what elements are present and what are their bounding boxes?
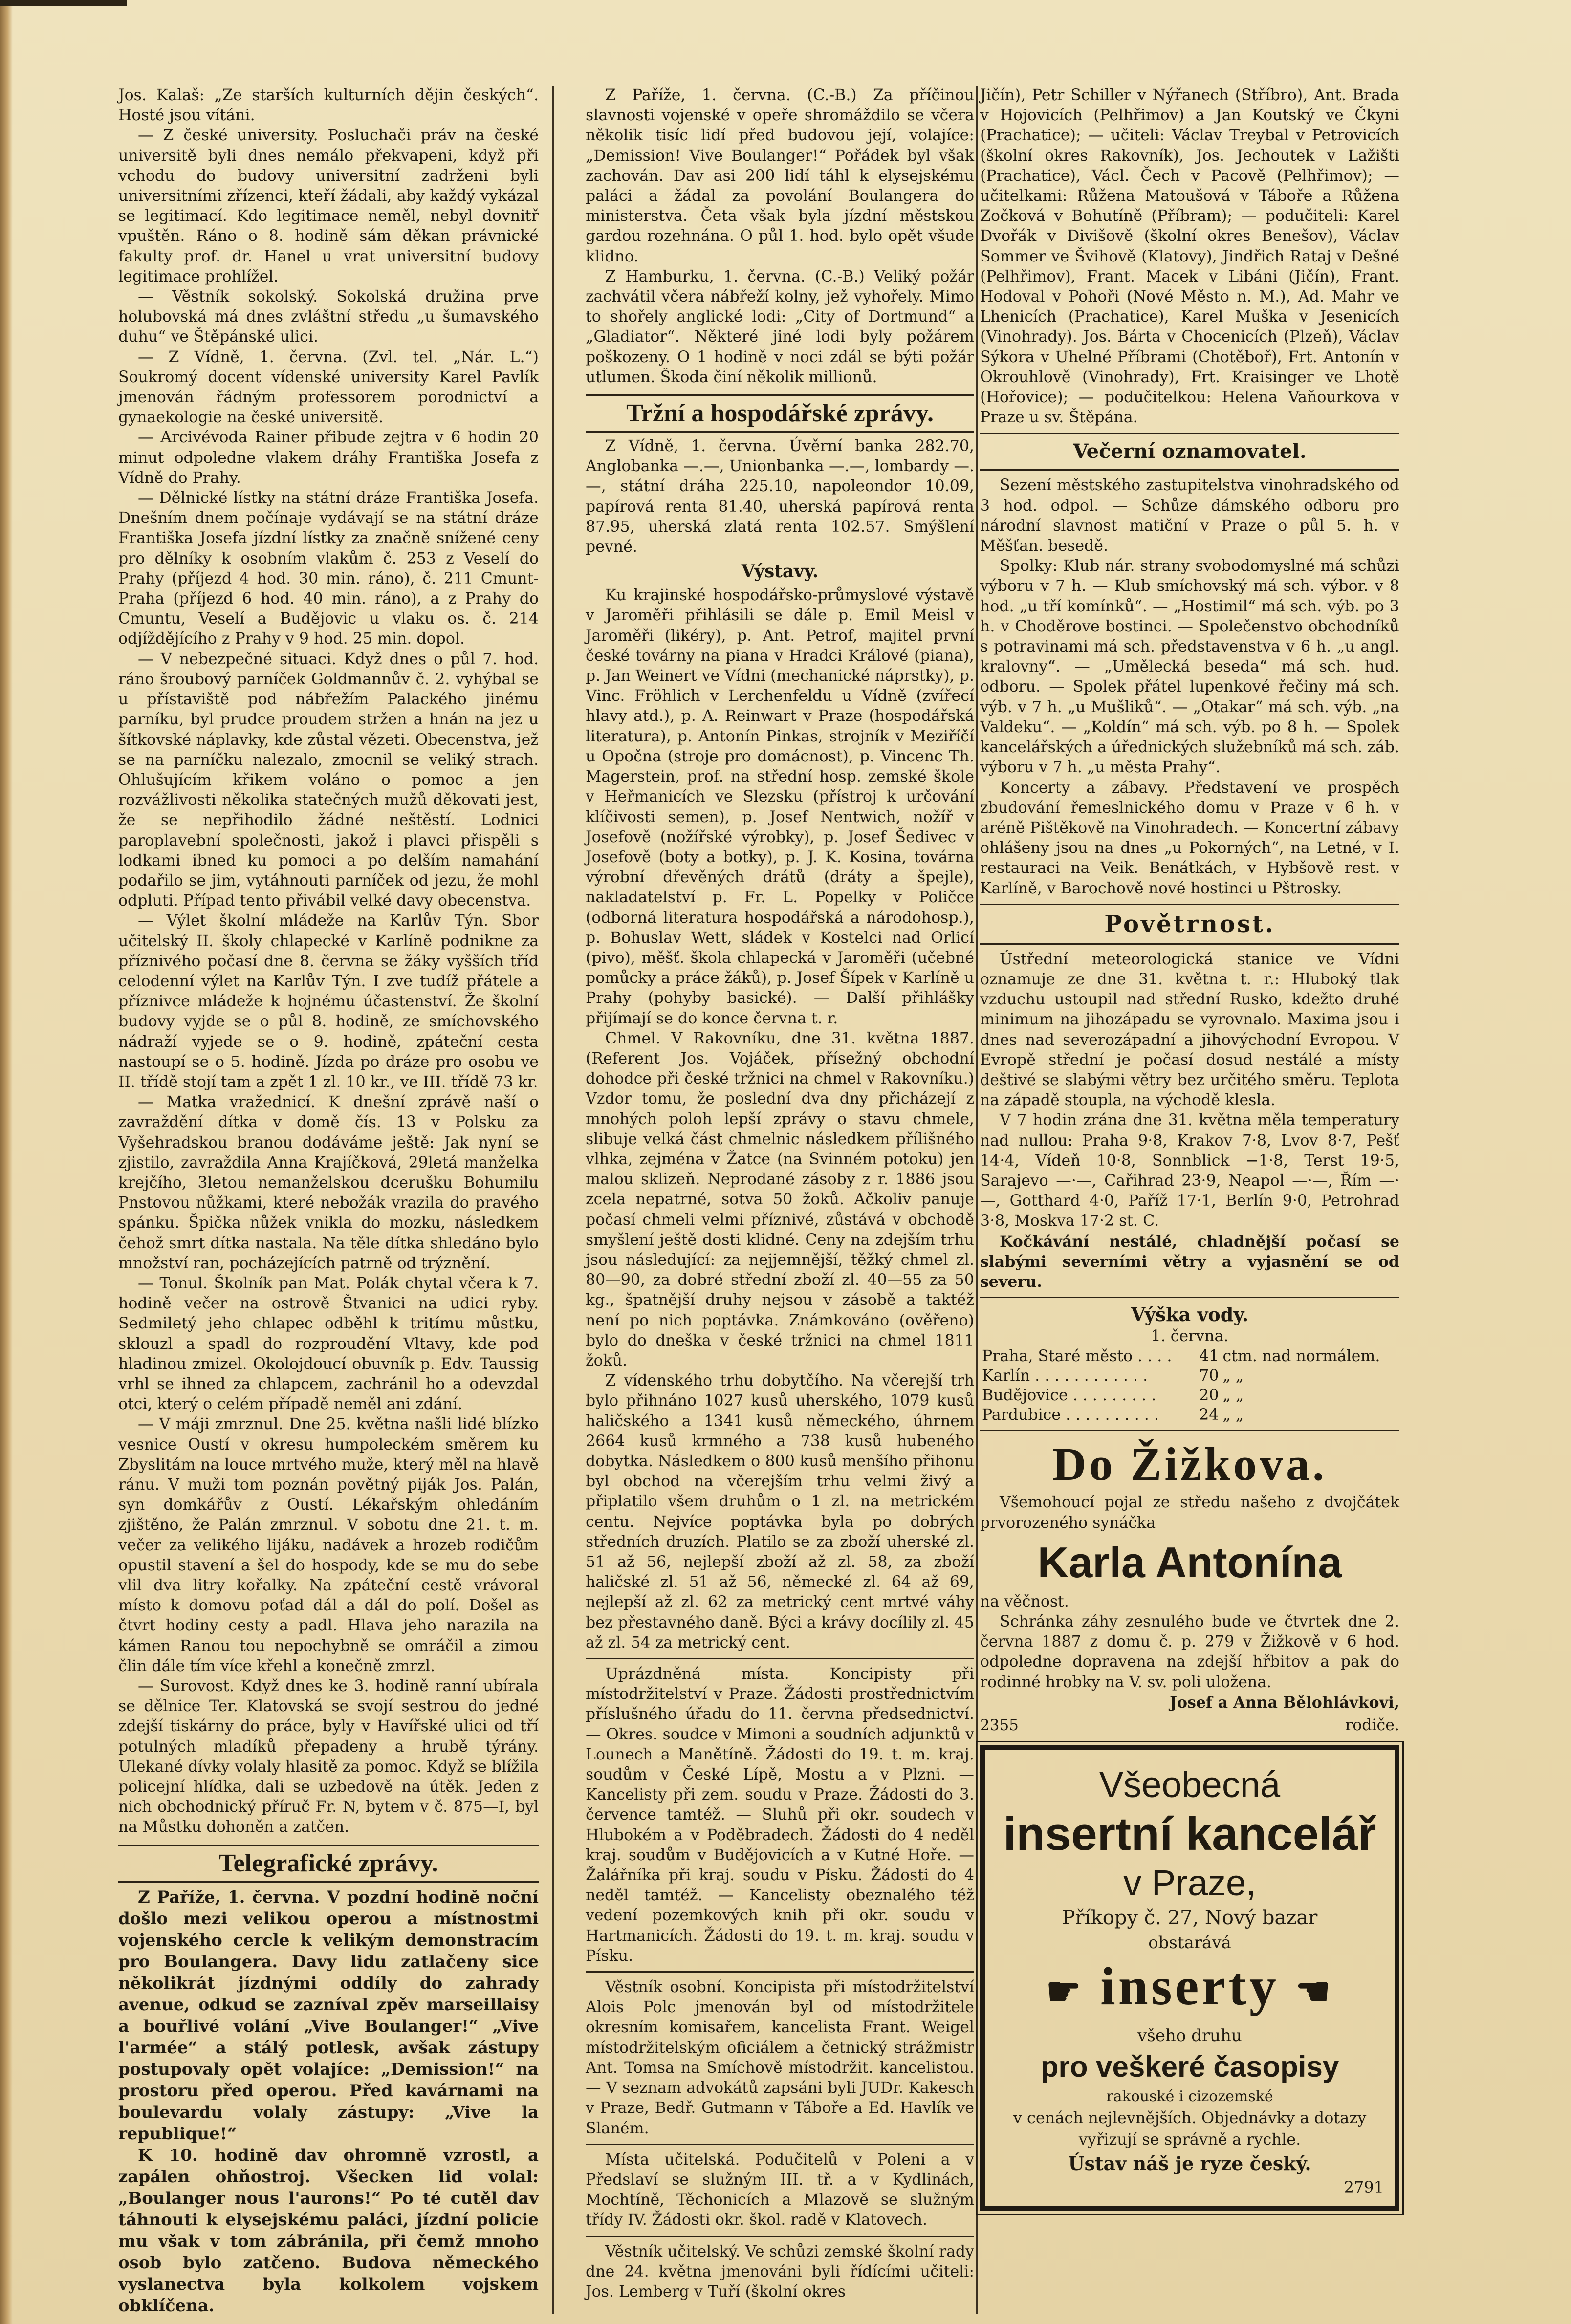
article-text: K 10. hodině dav ohromně vzrostl, a zapálen ohňostroj. Všecken lid volal: „Boulanger nous l'aurons!“ Po té cutěl dav táhnouti k elysejskému paláci, jízdní policie mu však v tom zábránila, při čemž mnoho osob bylo zatčeno. Budova německého vyslanectva byla kolkolem vojskem obklíčena. [118, 2145, 539, 2316]
table-cell: ctm. nad normálem. [1222, 1347, 1380, 1366]
article-text: — Z české university. Posluchači práv na české universitě byli dnes nemálo překvapeni, když při vchodu do budovy universitní zadrženi byli universitními zřízenci, kteří žádali, aby každý vykázal se legitimací. Kdo legitimace neměl, nebyl dovnitř vpuštěn. Ráno o 8. hodině sám děkan právnické fakulty prof. dr. Hanel u vrat universitní budovy legitimace prohlížel. [118, 127, 539, 285]
table-row [980, 1386, 1399, 1405]
article-text: Z Paříže, 1. června. V pozdní hodině noční došlo mezi velikou operou a místnostmi vojenského cercle k velikým demonstracím pro Boulangera. Davy lidu zatlačeny sice několikrát jízdnými oddíly do zahrady avenue, odkud se zazníval zpěv marseillaisy a bouřlivé volání „Vive Boulanger!“ „Vive l'armée“ a stálý potlesk, avšak zástupy postupovaly opět volajíce: „Demission!“ na prostoru před operou. Před kavárnami na boulevardu volaly zástupy: „Vive la republique!“ [118, 1887, 539, 2144]
article-text: Jičín), Petr Schiller v Nýřanech (Stříbro), Ant. Brada v Hojovicích (Pelhřimov) a Jan Koutský ve Čkyni (Prachatice); — učiteli: Václav Treybal v Petrovicích (školní okres Rakovník), Jos. Jechoutek v Lažišti (Prachatice), Václ. Čech v Pacově (Pelhřimov); — učitelkami: Růžena Matoušová v Táboře a Růžena Zočková v Bohutíně (Příbram); — podučiteli: Karel Dvořák v Divišově (školní okres Benešov), Václav Sommer ve Švihově (Klatovy), Jindřich Rataj v Dešné (Pelhřimov), Frant. Macek v Libáni (Jičín), Frant. Hodoval v Pohoři (Nové Město n. M.), Ad. Mahr ve Lhenicích (Prachatice), Karel Muška v Jesenicích (Vinohrady). Jos. Bárta v Chocenicích (Plzeň), Václav Sýkora v Uhelné Příbrami (Chotěboř), Frt. Antonín v Okrouhlově (Vinohrady), Frt. Kraisinger ve Lhotě (Hořovice); — podučitelkou: Helena Vaňourkova v Praze u sv. Štěpána. [980, 87, 1399, 427]
ad-number: 2355 [980, 1716, 1019, 1734]
ad-number: 2791 [1344, 2177, 1384, 2196]
ad-line: obstarává [1148, 1933, 1231, 1953]
divider [980, 1297, 1399, 1298]
column-rule [552, 86, 554, 2314]
section-title-evening: Večerní oznamovatel. [1073, 440, 1307, 463]
table-cell: Pardubice . . . . . . . . . . [982, 1406, 1159, 1424]
table-cell: 24 [1199, 1406, 1219, 1424]
obituary-title: Do Žižkova. [1052, 1438, 1328, 1491]
article-text: — Věstník sokolský. Sokolská družina prve holubovská má dnes zvláštní středu „u šumavského duhu“ ve Štěpánské ulici. [118, 288, 539, 346]
table-cell: 41 [1199, 1347, 1219, 1366]
table-row [980, 1366, 1399, 1386]
table-cell: 70 [1199, 1367, 1219, 1385]
divider [980, 433, 1399, 434]
obituary-signature: Josef a Anna Bělohlávkovi, [1170, 1693, 1399, 1712]
ad-line: všeho druhu [1137, 2025, 1242, 2045]
divider [586, 2144, 974, 2145]
table-cell: „ „ [1222, 1387, 1244, 1405]
article-text: — Arcivévoda Rainer přibude zejtra v 6 hodin 20 minut odpoledne vlakem dráhy Františka Josefa z Vídně do Prahy. [118, 429, 539, 487]
article-text: Z vídenského trhu dobytčího. Na včerejší trh bylo přihnáno 1027 kusů uherského, 1079 kusů haličského a 1341 kusů německého, úhrnem 2664 kusů krmného a 738 kusů hubeného dobytka. Následkem o 800 kusů menšího přihonu byl obchod na včerejším trhu velmi živý a připlatilo všem druhům o 1 zl. na metrickém centu. Nejvíce poptávka byla po dobrých středních druzích. Platilo se za zboží uherské zl. 51 až 56, nejlepší zboží až zl. 58, za zboží haličské zl. 51 až 56, německé zl. 64 až 69, nejlepší až zl. 62 za metrický cent mrtvé váhy bez přestavného daně. Býci a krávy docílily zl. 45 až zl. 54 za metrický cent. [586, 1372, 974, 1651]
column-rule [976, 86, 978, 2314]
article-text: Chmel. V Rakovníku, dne 31. května 1887. (Referent Jos. Vojáček, přísežný obchodní dohodce při české tržnici na chmel v Rakovníku.) Vzdor tomu, že poslední dva dny přicházejí z mnohých poloh lepší zprávy o stavu chmele, slibuje velká část chmelnic následkem přílišného vlhka, zejména v Žatce (na Svinném potoku) jen malou sklizeň. Neprodané zásoby z r. 1886 jsou zcela nepatrné, sotva 50 žoků. Ačkoliv panuje počasí chmeli velmi příznivé, zůstává v obchodě smyšlení ještě dosti klidné. Ceny na zdejším trhu jsou následující: za nejjemnější, těžký chmel zl. 80—90, za dobré střední zboží zl. 40—55 za 50 kg., špatnější druhy nejsou v zásobě a taktéž není po nich poptávka. Známkováno (ověřeno) bylo do dneška v české tržnici na chmel 1811 žoků. [586, 1029, 974, 1369]
article-text: — Tonul. Školník pan Mat. Polák chytal včera k 7. hodině večer na ostrově Štvanici na udici ryby. Sedmiletý jeho chlapec odběhl k tritímu můstku, sklouzl a spadl do rozproudění Vltavy, kde pod hladinou zmizel. Okolojdoucí obuvník p. Edv. Taussig vrhl se ihned za chlapcem, zachránil ho a odevzdal otci, který o celém případě neměl ani zdání. [118, 1274, 539, 1413]
divider [980, 904, 1399, 905]
column-2 [586, 86, 974, 2301]
water-level-date: 1. června. [1151, 1327, 1229, 1346]
table-row [980, 1347, 1399, 1366]
top-mark [0, 0, 127, 6]
ad-line: Ústav náš je ryze český. [1068, 2152, 1311, 2174]
ad-line: insertní kancelář [1003, 1808, 1376, 1861]
article-text: V 7 hodin zrána dne 31. května měla temperatury nad nullou: Praha 9·8, Krakov 7·8, Lvov 8·7, Pešť 14·4, Vídeň 10·8, Sonnblick −1·8, Terst 19·5, Sarajevo —·—, Cařihrad 23·9, Neapol —·—, Řím —·—, Gotthard 4·0, Paříž 17·1, Berlín 9·0, Petrohrad 3·8, Moskva 17·2 st. C. [980, 1111, 1399, 1230]
divider [980, 943, 1399, 945]
ad-inserty-word: inserty [1100, 1956, 1279, 2017]
obituary-text: na věčnost. [980, 1592, 1069, 1610]
article-text: — Matka vražednicí. K dnešní zprávě naší o zavraždění dítka v domě čís. 13 v Polsku za Vyšehradskou branou dodáváme ještě: Jak nyní se zjistilo, zavraždila Anna Krajíčková, 29letá manželka krejčího, 3letou nemanželskou dcerušku Bohumilu Pnstovou nůžkami, které nebožák vrazila do pravého spánku. Špička nůžek vnikla do mozku, následkem čehož smrt dítka nastala. Na těle dítka shledáno bylo množství ran, pocházejících patrně od trýznění. [118, 1093, 539, 1272]
obituary-footer [980, 1716, 1399, 1736]
article-text: — V nebezpečné situaci. Když dnes o půl 7. hod. ráno šroubový parníček Goldmannův č. 2. vyhýbal se u přístaviště pod nábřežím Palackého jinému parníku, byl prudce proudem stržen a hnán na jez u šítkovské náplavky, kde zůstal vězeti. Obecenstva, jež se na parníčku nalezalo, zmocnil se veliký strach. Ohlušujícím křikem voláno o pomoc a jen rozvážlivosti několika statečných mužů děkovati jest, že se nepřihodilo žádné neštěstí. Lodnici paroplavební společnosti, jakož i plavci přispěli s lodkami ibned ku pomoci a po delším namahání podařilo se jim, vytáhnouti parníček od jezu, že mohl odpluti. Případ tento přivábil velké davy obecenstva. [118, 650, 539, 910]
ad-line: Příkopy č. 27, Nový bazar [1062, 1907, 1318, 1930]
article-text: Z Vídně, 1. června. Úvěrní banka 282.70, Anglobanka —.—, Unionbanka —.—, lombardy —.—, státní dráha 225.10, napoleondor 10.09, papírová renta 81.40, uherská papírová renta 87.95, uherská zlatá renta 102.57. Smýšlení pevné. [586, 437, 974, 556]
table-cell: Karlín . . . . . . . . . . . . [982, 1367, 1148, 1385]
obituary-text: Všemohoucí pojal ze středu našeho z dvojčátek prvorozeného synáčka [980, 1494, 1399, 1532]
ad-line: rakouské i cizozemské [1106, 2087, 1273, 2105]
article-text: Z Hamburku, 1. června. (C.-B.) Veliký požár zachvátil včera nábřeží kolny, jež vyhořely. Mimo to shořely anglické lodi: „City of Dortmund“ a „Gladiator“. Některé jiné lodi byly požárem poškozeny. O 1 hodině v noci zdál se býti požár utlumen. Škoda činí několik millionů. [586, 267, 974, 386]
article-text: Ústřední meteorologická stanice ve Vídni oznamuje ze dne 31. května t. r.: Hluboký tlak vzduchu ustoupil nad střední Rusko, kdežto druhé minimum na jihozápadu se vyrovnalo. Maxima jsou i dnes nad severozápadní a jihovýchodní Evropou. V Evropě střední je počasí dosud nestálé a místy deštivé se slabými větry bez určitého směru. Teplota na západě stoupla, na východě klesla. [980, 950, 1399, 1109]
pointing-hand-left-icon: ☚ [1295, 1970, 1334, 2014]
section-title-weather: Povětrnost. [1104, 910, 1275, 938]
article-text: — Dělnické lístky na státní dráze Františka Josefa. Dnešním dnem počínaje vydávají se na státní dráze Františka Josefa jízdní lístky za značně snížené ceny pro dělníky k osobním vlakům č. 253 z Veselí do Prahy (příjezd 4 hod. 30 min. ráno), č. 211 Cmunt-Praha (příjezd 6 hod. 40 min. ráno), a z Prahy do Cmuntu, Veselí a Budějovic u vlaku os. č. 214 odjíždějícího z Prahy v 9 hod. 25 min. dopol. [118, 489, 539, 648]
table-cell: „ „ [1222, 1367, 1244, 1385]
article-text: Věstník učitelský. Ve schůzi zemské školní rady dne 24. května jmenováni byli řídícími učiteli: Jos. Lemberg v Tuří (školní okres [586, 2242, 974, 2301]
article-text: Uprázdněná místa. Koncipisty při místodržitelství v Praze. Žádosti prostřednictvím příslušného úřadu do 11. června předsednictví. — Okres. soudce v Mimoni a soudních adjunktů v Lounech a Manětíně. Žádosti do 19. t. m. kraj. soudům v České Lípě, Mostu a v Plzni. — Kancelisty při zem. soudu v Praze. Žádosti do 3. července tamtéž. — Sluhů při okr. soudech v Hlubokém a v Poděbradech. Žádosti do 4 neděl kraj. soudům v Budějovicích a v Kutné Hoře. — Žalářníka při kraj. soudu v Písku. Žádosti do 4 neděl tamtéž. — Kancelisty obeznalého též vedení pozemkových knih při okr. soudu v Hartmanicích. Žádosti do 19. t. m. kraj. soudu v Písku. [586, 1665, 974, 1965]
table-row [980, 1405, 1399, 1425]
article-text: Sezení městského zastupitelstva vinohradského od 3 hod. odpol. — Schůze dámského odboru pro národní slavnost matiční v Praze o půl 5. h. v Měšťan. besedě. [980, 477, 1399, 555]
divider [586, 1658, 974, 1659]
column-1 [118, 86, 539, 2316]
divider [980, 1430, 1399, 1431]
ad-line: v cenách nejlevnějších. Objednávky a dotazy vyřizují se správně a rychle. [1013, 2108, 1367, 2149]
water-level-table [980, 1347, 1399, 1425]
ad-line: v Praze, [1123, 1863, 1256, 1904]
article-text: Kočkávání nestálé, chladnější počasí se slabými severními větry a vyjasnění se od severu. [980, 1232, 1399, 1291]
article-text: — Z Vídně, 1. června. (Zvl. tel. „Nár. L.“) Soukromý docent vídenské university Karel Pavlík jmenován řádným professorem porodnictví a gynaekologie na české universitě. [118, 348, 539, 427]
table-cell: Budějovice . . . . . . . . . [982, 1387, 1156, 1405]
table-cell: 20 [1199, 1387, 1219, 1405]
article-text: Jos. Kalaš: „Ze starších kulturních dějin českých“. Hosté jsou vítáni. [118, 87, 539, 125]
article-text: Z Paříže, 1. června. (C.-B.) Za příčinou slavnosti vojenské v opeře shromáždilo se včera několik tisíc lidí před budovou její, volajíce: „Demission! Vive Boulanger!“ Pořádek byl však zachován. Dav asi 200 lidí táhl k elysejskému paláci a žádal za povolání Boulangera do ministerstva. Četa však byla jízdní městskou gardou rozehnána. O půl 1. hod. bylo opět všude klidno. [586, 87, 974, 265]
divider [586, 1971, 974, 1973]
ad-inserty-banner [996, 1955, 1384, 2024]
water-level-title: Výška vody. [1131, 1303, 1249, 1326]
column-3 [980, 86, 1399, 2295]
table-cell: „ „ [1222, 1406, 1244, 1424]
article-text: Ku krajinské hospodářsko-průmyslové výstavě v Jaroměři přihlásili se dále p. Emil Meisl v Jaroměři (likéry), p. Ant. Petrof, majitel první české továrny na piana v Hradci Králové (piana), p. Jan Weinert ve Vídni (mechanické náprstky), p. Vinc. Fröhlich v Lerchenfeldu u Vídně (zvířecí hlavy atd.), p. A. Reinwart v Praze (hospodářská literatura), p. Antonín Pinkas, strojník v Meziříčí u Opočna (stroje pro domácnost), p. Vincenc Th. Magerstein, prof. na střední hosp. zemské škole v Heřmanicích ve Slezsku (přístroj k určování klíčivosti semen), p. Josef Nentwich, nožíř v Josefově (nožířské výrobky), p. Josef Šedivec v Josefově (boty a botky), p. J. K. Kosina, továrna výrobní dřevěných drátů (dráty a špejle), nakladatelství p. Fr. L. Popelky v Poličce (odborná literatura hospodářská a národohosp.), p. Bohuslav Wett, sládek v Kostelci nad Orlicí (pivo), měšť. škola chlapecká v Jaroměři (učebné pomůcky a práce žáků), p. Josef Šípek v Karlíně u Prahy (pohyby basické). — Další přihlášky přijímají se do konce června t. r. [586, 586, 974, 1027]
table-cell: Praha, Staré město . . . . [982, 1347, 1172, 1366]
divider [980, 469, 1399, 471]
ad-line: Všeobecná [1099, 1764, 1281, 1805]
obituary-name: Karla Antonína [1037, 1538, 1342, 1586]
section-title-exhibitions: Výstavy. [741, 561, 819, 582]
article-text: Spolky: Klub nár. strany svobodomyslné má schůzi výboru v 7 h. — Klub smíchovský má sch. výbor. v 8 hod. „u tří komínků“. — „Hostimil“ má sch. výb. po 3 h. v Choděrove bostinci. — Společenstvo obchodníků s potravinami má sch. představenstva v 6 h. „u angl. kralovny“. — „Umělecká beseda“ má sch. hud. odboru. — Spolek přátel lupenkové řečiny má sch. výb. v 7 h. „u Mušliků“. — „Otakar“ má sch. výb. „na Valdeku“. — „Koldín“ má sch. výb. po 8 h. — Spolek kancelářských a úřednických služebníků má sch. záb. výboru v 7 h. „u města Prahy“. [980, 557, 1399, 777]
pointing-hand-icon: ☛ [1046, 1970, 1084, 2014]
insertion-office-ad [980, 1745, 1399, 2211]
divider [586, 2236, 974, 2237]
article-text: Místa učitelská. Podučitelů v Poleni a v Předslaví se služným III. tř. a v Kydlinách, Mochtíně, Těchonicích a Mlazově se služným třídy IV. Žádosti okr. škol. radě v Klatovech. [586, 2150, 974, 2229]
section-title-telegraph: Telegrafické zprávy. [118, 1845, 539, 1883]
article-text: — V máji zmrznul. Dne 25. května našli lidé blízko vesnice Oustí v okresu humpoleckém směrem ku Zbyslitám na louce mrtvého muže, který měl na hlavě ránu. V muži tom poznán povětný piják Jos. Palán, syn domkářův z Oustí. Lékařským ohledáním zjištěno, že Palán zmrznul. V sobotu dne 21. t. m. večer za velikého lijáku, nadávek a hrozeb rodičům opustil stavení a šel do hospody, kde se mu do sebe vlil dva litry kořalky. Na zpáteční cestě vrávoral místo k domovu poťad dál a dál do polí. Došel as čtvrt hodiny cesty a padl. Hlava jeho narazila na kámen Ranou tou nepochybně se omráčil a zimou člin dále tím více křehl a konečně zmrzl. [118, 1415, 539, 1675]
article-text: — Surovost. Když dnes ke 3. hodině ranní ubírala se dělnice Ter. Klatovská se svojí sestrou do jedné zdejší tiskárny do práce, byly v Havířské ulici od tří potulných mladíků přepadeny a hrubě týrány. Ulekané dívky volaly hlasitě za pomoc. Když se blížila policejní hlídka, dali se uzbedově na útěk. Jeden z nich obchodnický příruč Fr. N, bytem v č. 875—I, byl na Můstku dohoněn a zatčen. [118, 1677, 539, 1836]
article-text: Věstník osobní. Koncipista při místodržitelství Alois Polc jmenován byl od místodržitele okresním komisařem, kancelista Frant. Weigel místodržitelským oficiálem a četnický strážmistr Ant. Tomsa na Smíchově místodržit. kancelistou. — V seznam advokátů zapsáni byli JUDr. Kakesch v Praze, Bedř. Gutmann v Táboře a Ed. Havlík ve Slaném. [586, 1978, 974, 2137]
obituary-signature-role: rodiče. [1345, 1716, 1399, 1734]
section-title-market: Tržní a hospodářské zprávy. [586, 394, 974, 433]
article-text: Koncerty a zábavy. Představení ve prospěch zbudování řemeslnického domu v Praze v 6 h. v aréně Pištěkově na Vinohradech. — Koncertní zábavy ohlášeny jsou na dnes „u Pokorných“, na Letné, v I. restauraci na Veik. Benátkách, v Hybšově rest. v Karlíně, v Barochově nové hostinci u Pštrosky. [980, 779, 1399, 897]
obituary-text: Schránka záhy zesnulého bude ve čtvrtek dne 2. června 1887 z domu č. p. 279 v Žižkově v 6 hod. odpoledne dopravena na zdejší hřbitov a pak do rodinné hrobky na V. sv. poli uložena. [980, 1612, 1399, 1691]
article-text: — Výlet školní mládeže na Karlův Týn. Sbor učitelský II. školy chlapecké v Karlíně podnikne za příznivého počasí dne 8. června se žáky vyšších tříd celodenní výlet na Karlův Týn. I zve tudíž přátele a příznivce mládeže k hojnému účastenství. Že školní budovy vyjde se o půl 8. hodině, ze smíchovského nádraží vyjede se o 9. hodině, zpáteční cesta nastoupí se o 5. hodině. Jízda po dráze pro osobu ve II. třídě stojí tam a zpět 1 zl. 10 kr., ve III. třídě 73 kr. [118, 912, 539, 1091]
page-spine [0, 0, 13, 2324]
ad-line: pro veškeré časopisy [1040, 2050, 1339, 2083]
